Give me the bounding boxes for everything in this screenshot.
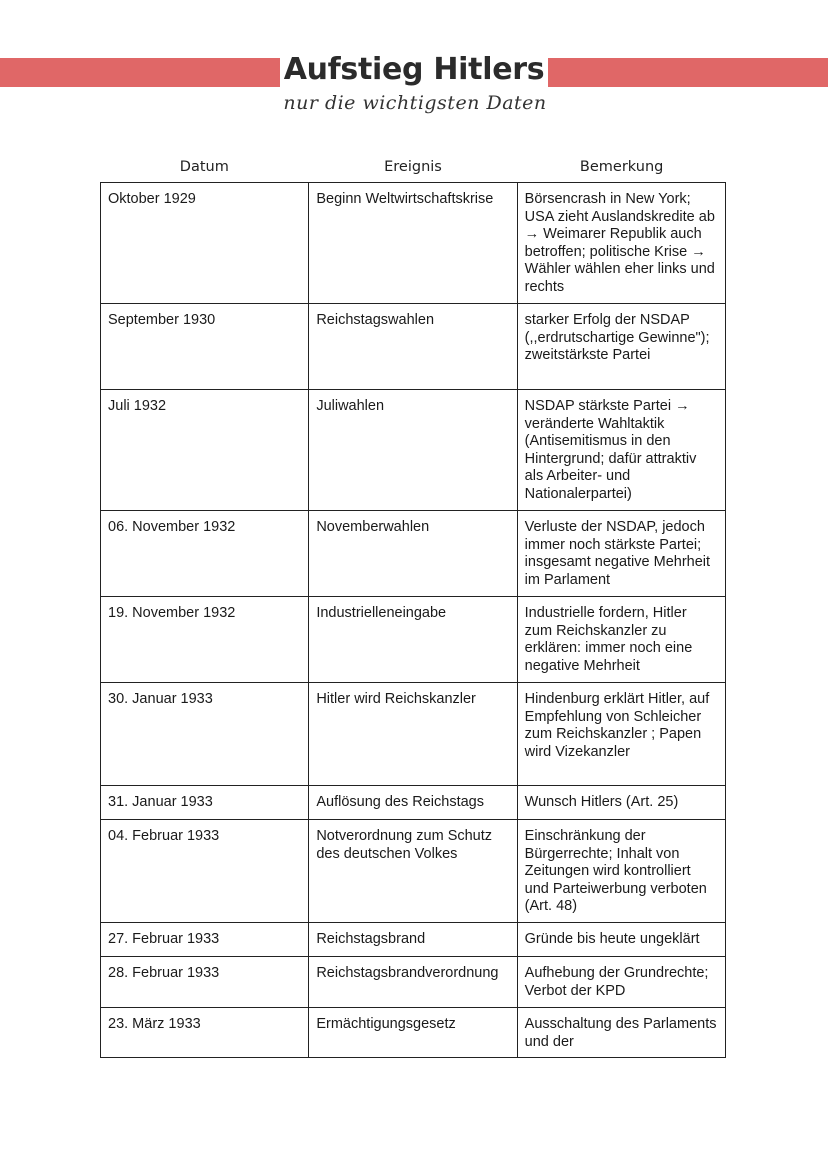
header-accent-bar-right (548, 58, 828, 87)
table-row (101, 183, 726, 304)
header-accent-bar-left (0, 58, 280, 87)
table-row (101, 683, 726, 786)
cell-date: Juli 1932 (101, 390, 309, 511)
cell-note: Verluste der NSDAP, jedoch immer noch stärkste Partei; insgesamt negative Mehrheit im Parlament (517, 511, 725, 597)
table-row (101, 786, 726, 820)
cell-event: Reichstagswahlen (309, 304, 517, 390)
cell-event: Reichstagsbrandverordnung (309, 957, 517, 1008)
cell-note: Wunsch Hitlers (Art. 25) (517, 786, 725, 820)
column-header-date: Datum (179, 159, 229, 175)
table-row (101, 390, 726, 511)
table-column-headers (100, 159, 726, 175)
cell-note: Einschränkung der Bürgerrechte; Inhalt von Zeitungen wird kontrolliert und Parteiwerbung verboten (Art. 48) (517, 820, 725, 923)
cell-date: 28. Februar 1933 (101, 957, 309, 1008)
table-row (101, 304, 726, 390)
cell-event: Reichstagsbrand (309, 923, 517, 957)
cell-note: Gründe bis heute ungeklärt (517, 923, 725, 957)
cell-date: September 1930 (101, 304, 309, 390)
table-row (101, 820, 726, 923)
cell-note: NSDAP stärkste Partei → veränderte Wahltaktik (Antisemitismus in den Hintergrund; dafür attraktiv als Arbeiter- und Nationalerpartei) (517, 390, 725, 511)
cell-note: Ausschaltung des Parlaments und der (517, 1008, 725, 1058)
page-title: Aufstieg Hitlers (283, 52, 545, 87)
cell-date: 19. November 1932 (101, 597, 309, 683)
cell-event: Juliwahlen (309, 390, 517, 511)
page-subtitle: nur die wichtigsten Daten (283, 92, 547, 114)
cell-date: 04. Februar 1933 (101, 820, 309, 923)
cell-event: Auflösung des Reichstags (309, 786, 517, 820)
table-row (101, 923, 726, 957)
cell-date: 23. März 1933 (101, 1008, 309, 1058)
cell-event: Beginn Weltwirtschaftskrise (309, 183, 517, 304)
table-row (101, 957, 726, 1008)
cell-note: Börsencrash in New York; USA zieht Auslandskredite ab → Weimarer Republik auch betroffen; politische Krise → Wähler wählen eher links und rechts (517, 183, 725, 304)
cell-note: Industrielle fordern, Hitler zum Reichskanzler zu erklären: immer noch eine negative Mehrheit (517, 597, 725, 683)
cell-note: Aufhebung der Grundrechte; Verbot der KPD (517, 957, 725, 1008)
column-header-event: Ereignis (384, 159, 442, 175)
cell-event: Industrielleneingabe (309, 597, 517, 683)
cell-note: starker Erfolg der NSDAP (,,erdrutschartige Gewinne"); zweitstärkste Partei (517, 304, 725, 390)
table-row (101, 597, 726, 683)
timeline-table (100, 182, 726, 1058)
cell-date: 27. Februar 1933 (101, 923, 309, 957)
cell-date: Oktober 1929 (101, 183, 309, 304)
cell-date: 30. Januar 1933 (101, 683, 309, 786)
cell-date: 06. November 1932 (101, 511, 309, 597)
cell-event: Novemberwahlen (309, 511, 517, 597)
table-row (101, 1008, 726, 1058)
cell-event: Ermächtigungsgesetz (309, 1008, 517, 1058)
column-header-note: Bemerkung (579, 159, 664, 175)
cell-date: 31. Januar 1933 (101, 786, 309, 820)
cell-event: Hitler wird Reichskanzler (309, 683, 517, 786)
cell-note: Hindenburg erklärt Hitler, auf Empfehlung von Schleicher zum Reichskanzler ; Papen wird Vizekanzler (517, 683, 725, 786)
cell-event: Notverordnung zum Schutz des deutschen Volkes (309, 820, 517, 923)
table-row (101, 511, 726, 597)
